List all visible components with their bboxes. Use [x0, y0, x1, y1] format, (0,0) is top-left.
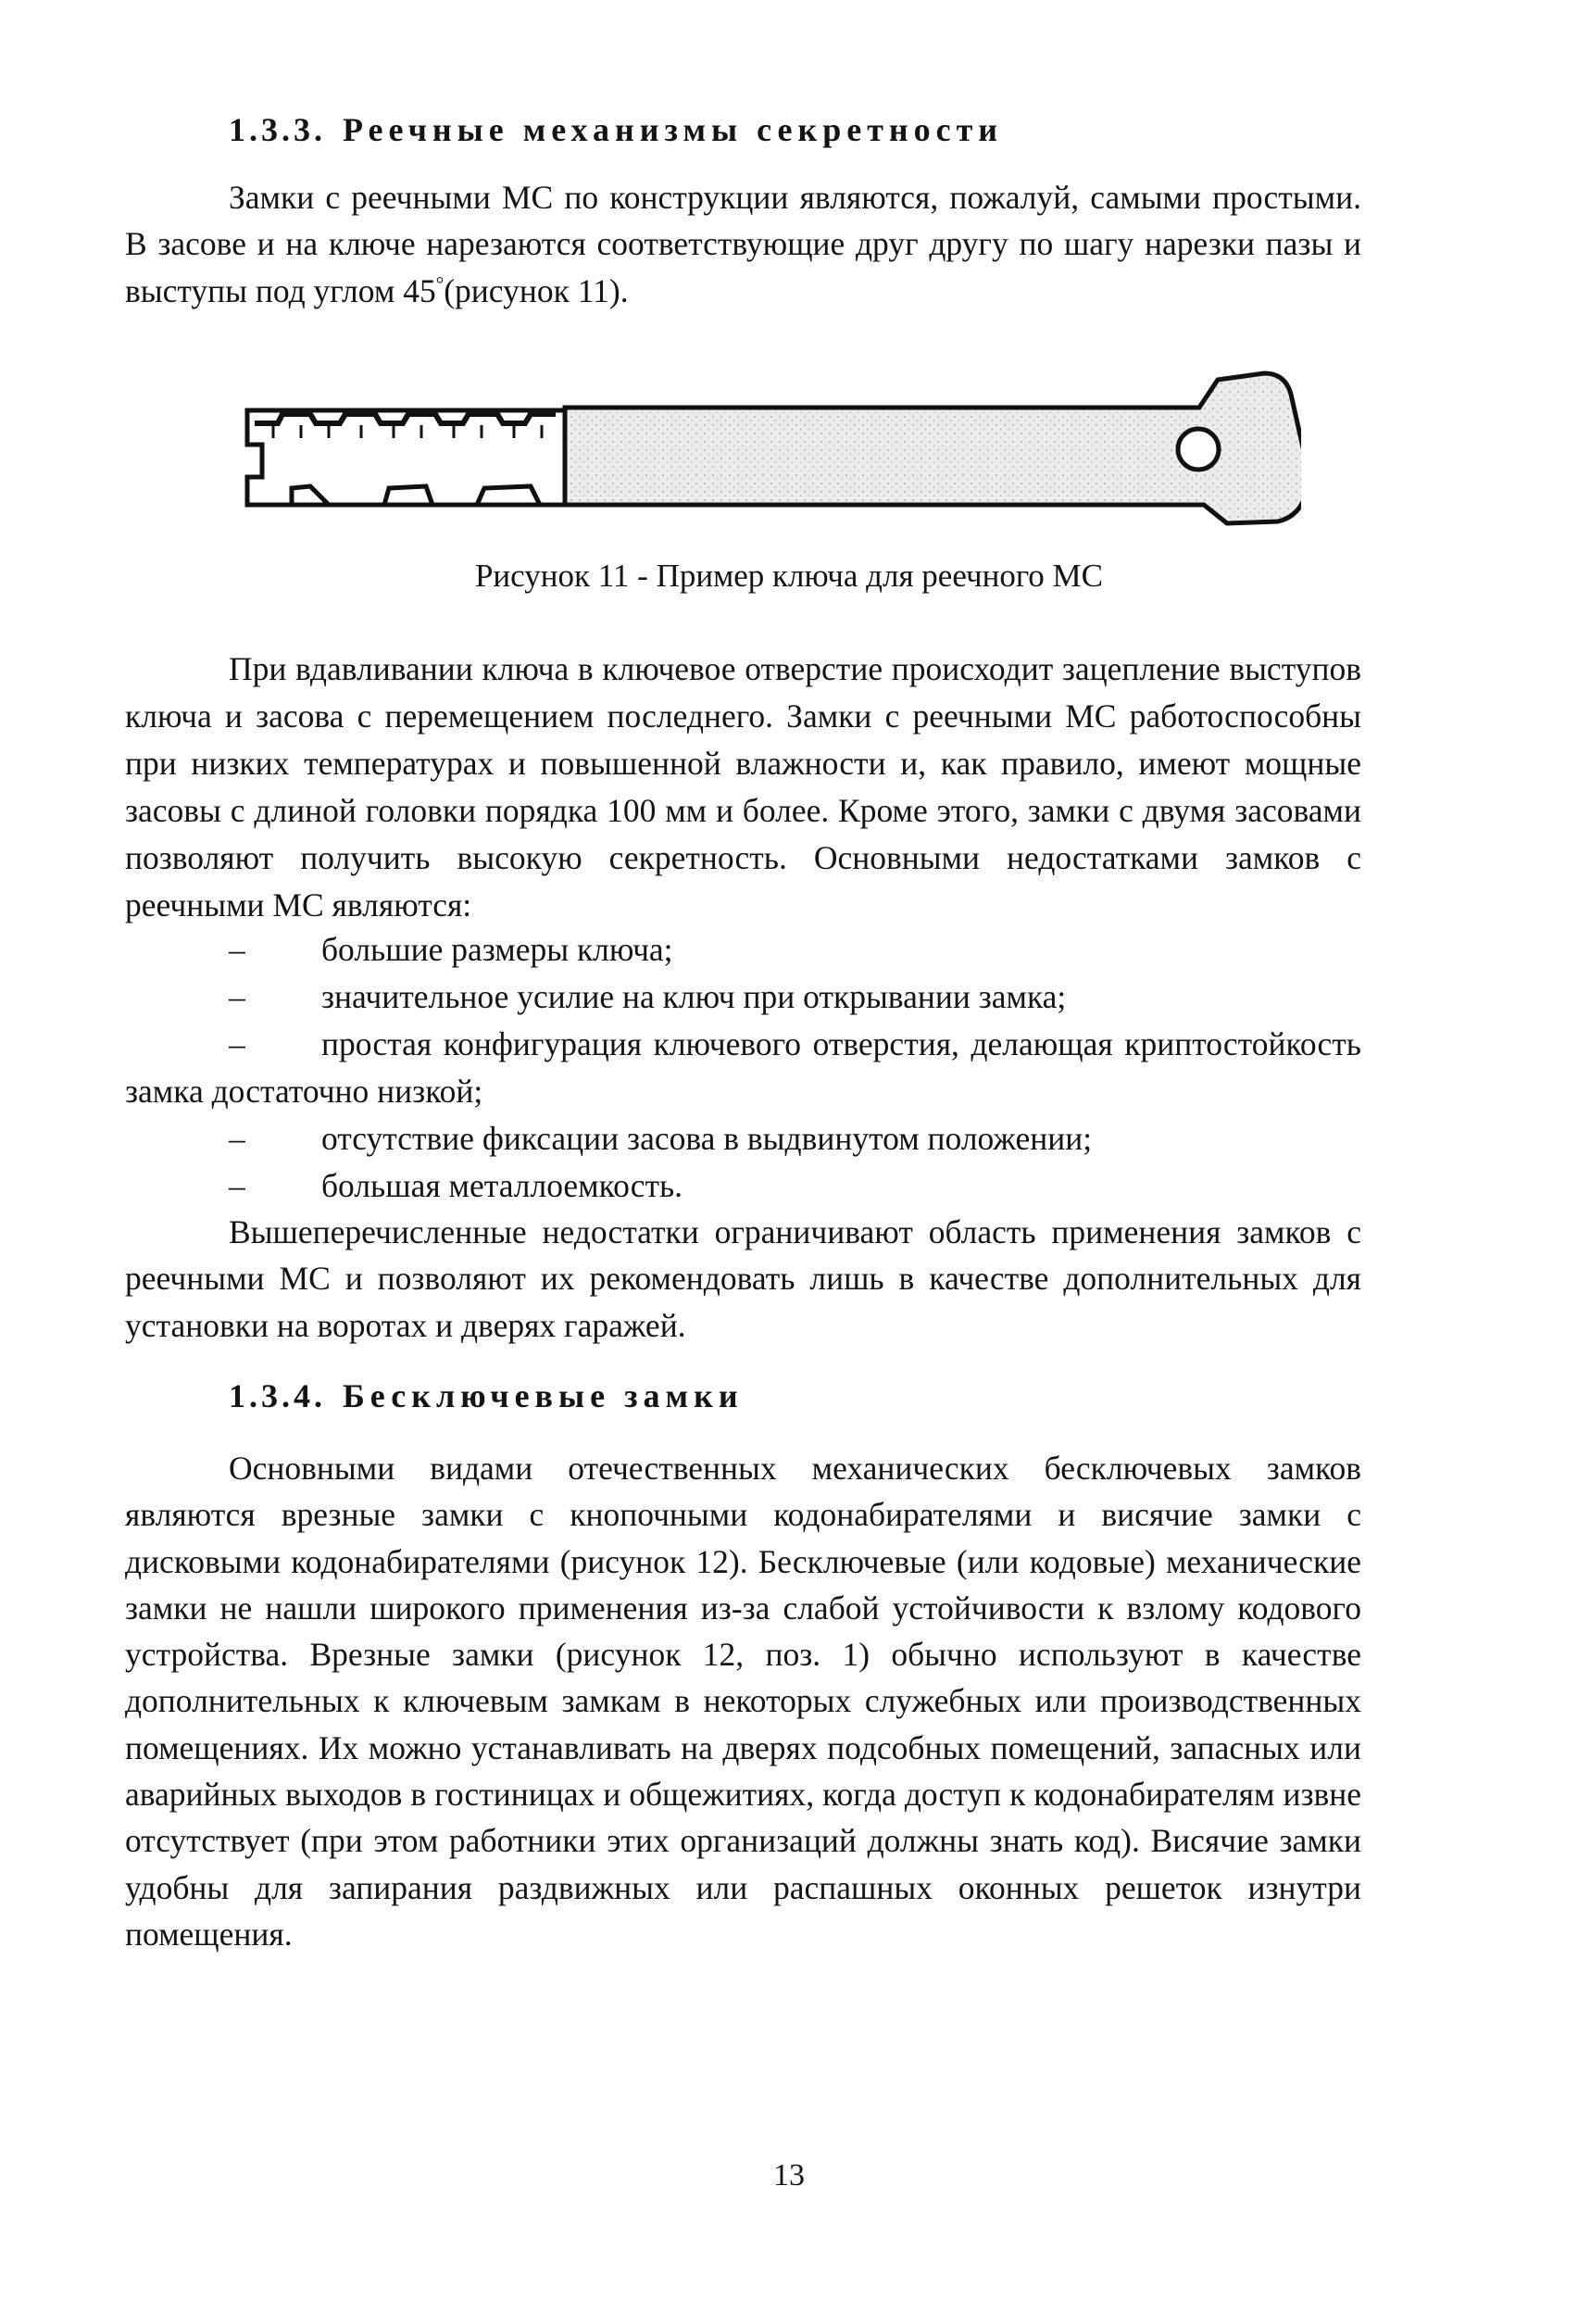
key-ring-hole [1178, 429, 1219, 470]
section-heading-1-3-4 [229, 1376, 1433, 1416]
section-number: 1.3.3. [229, 111, 326, 148]
list-dash: – [229, 1167, 245, 1204]
paragraph-keyless-locks: Основными видами отечественных механических бесключевых замков являются врезные замки с кнопочными кодонабирателями и висячие замки с дисковыми кодонабирателями (рисунок 12). Бесключевые (или кодовые) механические замки не нашли широкого применения из-за слабой устойчивости к взлому кодового устройства. Врезные замки (рисунок 12, поз. 1) обычно используют в качестве дополнительных к ключевым замкам в некоторых служебных или производственных помещениях. Их можно устанавливать на дверях подсобных помещений, запасных или аварийных выходов в гостиницах и общежитиях, когда доступ к кодонабирателям извне отсутствует (при этом работники этих организаций должны знать код). Висячие замки удобны для запирания раздвижных или распашных оконных решеток изнутри помещения. [125, 1450, 1361, 1953]
section-title: Бесключевые замки [343, 1377, 744, 1414]
list-item [125, 1021, 1361, 1115]
list-item [125, 1115, 1361, 1162]
list-item-text: значительное усилие на ключ при открывании замка; [321, 978, 1067, 1015]
paragraph-rack-operation: При вдавливании ключа в ключевое отверстие происходит зацепление выступов ключа и засова с перемещением последнего. Замки с реечными МС работоспособны при низких температурах и повышенной влажности и, как правило, имеют мощные засовы с длиной головки порядка 100 мм и более. Кроме этого, замки с двумя засовами позволяют получить высокую секретность. Основными недостатками замков с реечными МС являются: [125, 650, 1361, 924]
list-item-text: отсутствие фиксации засова в выдвинутом положении; [321, 1120, 1093, 1157]
list-item-text: простая конфигурация ключевого отверстия, делающая криптостойкость замка достаточно низкой; [125, 1025, 1361, 1110]
list-dash: – [229, 1025, 245, 1062]
paragraph-text-end: (рисунок 11). [444, 271, 629, 309]
page-number: 13 [773, 2158, 805, 2192]
section-title: Реечные механизмы секретности [343, 111, 1004, 148]
list-dash: – [229, 931, 245, 968]
list-dash: – [229, 1120, 245, 1157]
drawbacks-list [125, 926, 1361, 1210]
list-dash: – [229, 978, 245, 1015]
paragraph-rack-conclusion: Вышеперечисленные недостатки ограничивают область применения замков с реечными МС и позволяют их рекомендовать лишь в качестве дополнительных для установки на воротах и дверях гаражей. [125, 1213, 1361, 1344]
rack-key-figure [236, 357, 1301, 542]
paragraph-rack-intro [125, 174, 1361, 314]
paragraph-text: Замки с реечными МС по конструкции являются, пожалуй, самыми простыми. В засове и на ключе нарезаются соответствующие друг другу по шагу нарезки пазы и выступы под углом 45 [125, 179, 1361, 309]
degree-sign: ° [435, 271, 445, 295]
list-item [125, 926, 1361, 974]
list-item [125, 974, 1361, 1021]
section-number: 1.3.4. [229, 1377, 326, 1414]
section-heading-1-3-3 [229, 109, 1433, 150]
figure-11-caption: Рисунок 11 - Пример ключа для реечного МС [474, 558, 1104, 594]
list-item-text: большие размеры ключа; [321, 931, 673, 968]
list-item-text: большая металлоемкость. [321, 1167, 683, 1204]
list-item [125, 1162, 1361, 1210]
